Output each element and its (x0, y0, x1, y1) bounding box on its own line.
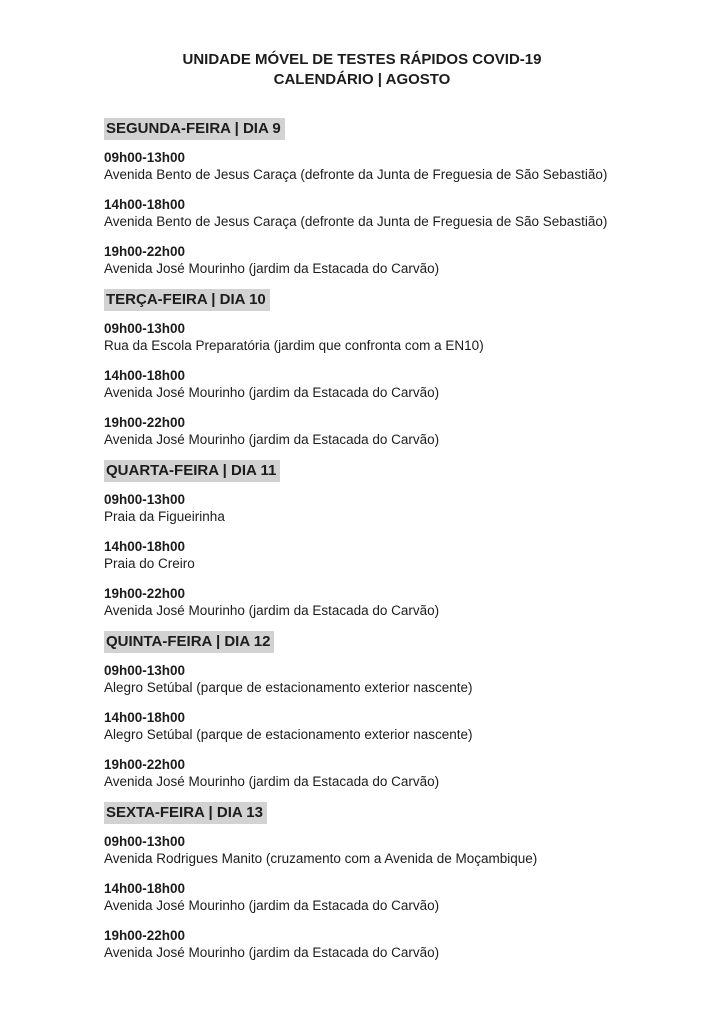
slot-location: Avenida José Mourinho (jardim da Estacada do Carvão) (104, 385, 440, 400)
day-header: TERÇA-FEIRA | DIA 10 (104, 289, 270, 311)
slot-time: 09h00-13h00 (104, 492, 186, 507)
time-slot (104, 196, 644, 230)
slot-time: 14h00-18h00 (104, 368, 186, 383)
time-slot (104, 880, 644, 914)
slot-time: 09h00-13h00 (104, 150, 186, 165)
slot-location: Avenida José Mourinho (jardim da Estacada do Carvão) (104, 774, 440, 789)
time-slot (104, 662, 644, 696)
slot-time: 19h00-22h00 (104, 244, 186, 259)
day-header: SEXTA-FEIRA | DIA 13 (104, 802, 267, 824)
slot-time: 19h00-22h00 (104, 415, 186, 430)
slot-location: Avenida José Mourinho (jardim da Estacada do Carvão) (104, 603, 440, 618)
time-slot (104, 320, 644, 354)
slot-time: 09h00-13h00 (104, 663, 186, 678)
day-section-friday (104, 802, 644, 961)
slot-time: 09h00-13h00 (104, 834, 186, 849)
time-slot (104, 833, 644, 867)
time-slot (104, 538, 644, 572)
slot-time: 14h00-18h00 (104, 710, 186, 725)
day-header: SEGUNDA-FEIRA | DIA 9 (104, 118, 285, 140)
slot-time: 14h00-18h00 (104, 197, 186, 212)
slot-location: Avenida Rodrigues Manito (cruzamento com a Avenida de Moçambique) (104, 851, 538, 866)
slot-location: Alegro Setúbal (parque de estacionamento exterior nascente) (104, 727, 473, 742)
time-slot (104, 585, 644, 619)
slot-location: Praia da Figueirinha (104, 509, 225, 524)
slot-location: Alegro Setúbal (parque de estacionamento exterior nascente) (104, 680, 473, 695)
time-slot (104, 243, 644, 277)
time-slot (104, 367, 644, 401)
day-section-tuesday (104, 289, 644, 448)
slot-location: Avenida Bento de Jesus Caraça (defronte da Junta de Freguesia de São Sebastião) (104, 214, 608, 229)
document-title (0, 0, 724, 90)
title-line-2: CALENDÁRIO | AGOSTO (273, 71, 451, 88)
time-slot (104, 927, 644, 961)
slot-location: Avenida José Mourinho (jardim da Estacada do Carvão) (104, 432, 440, 447)
slot-time: 19h00-22h00 (104, 757, 186, 772)
time-slot (104, 414, 644, 448)
schedule (0, 118, 724, 961)
slot-time: 19h00-22h00 (104, 928, 186, 943)
slot-location: Avenida José Mourinho (jardim da Estacada do Carvão) (104, 898, 440, 913)
title-line-1: UNIDADE MÓVEL DE TESTES RÁPIDOS COVID-19 (182, 51, 542, 68)
slot-time: 14h00-18h00 (104, 539, 186, 554)
slot-location: Rua da Escola Preparatória (jardim que confronta com a EN10) (104, 338, 484, 353)
time-slot (104, 756, 644, 790)
slot-location: Avenida José Mourinho (jardim da Estacada do Carvão) (104, 261, 440, 276)
day-section-wednesday (104, 460, 644, 619)
slot-time: 19h00-22h00 (104, 586, 186, 601)
time-slot (104, 709, 644, 743)
time-slot (104, 491, 644, 525)
slot-time: 14h00-18h00 (104, 881, 186, 896)
day-header: QUINTA-FEIRA | DIA 12 (104, 631, 274, 653)
day-header: QUARTA-FEIRA | DIA 11 (104, 460, 280, 482)
time-slot (104, 149, 644, 183)
slot-time: 09h00-13h00 (104, 321, 186, 336)
day-section-thursday (104, 631, 644, 790)
day-section-monday (104, 118, 644, 277)
slot-location: Avenida Bento de Jesus Caraça (defronte da Junta de Freguesia de São Sebastião) (104, 167, 608, 182)
slot-location: Praia do Creiro (104, 556, 195, 571)
slot-location: Avenida José Mourinho (jardim da Estacada do Carvão) (104, 945, 440, 960)
